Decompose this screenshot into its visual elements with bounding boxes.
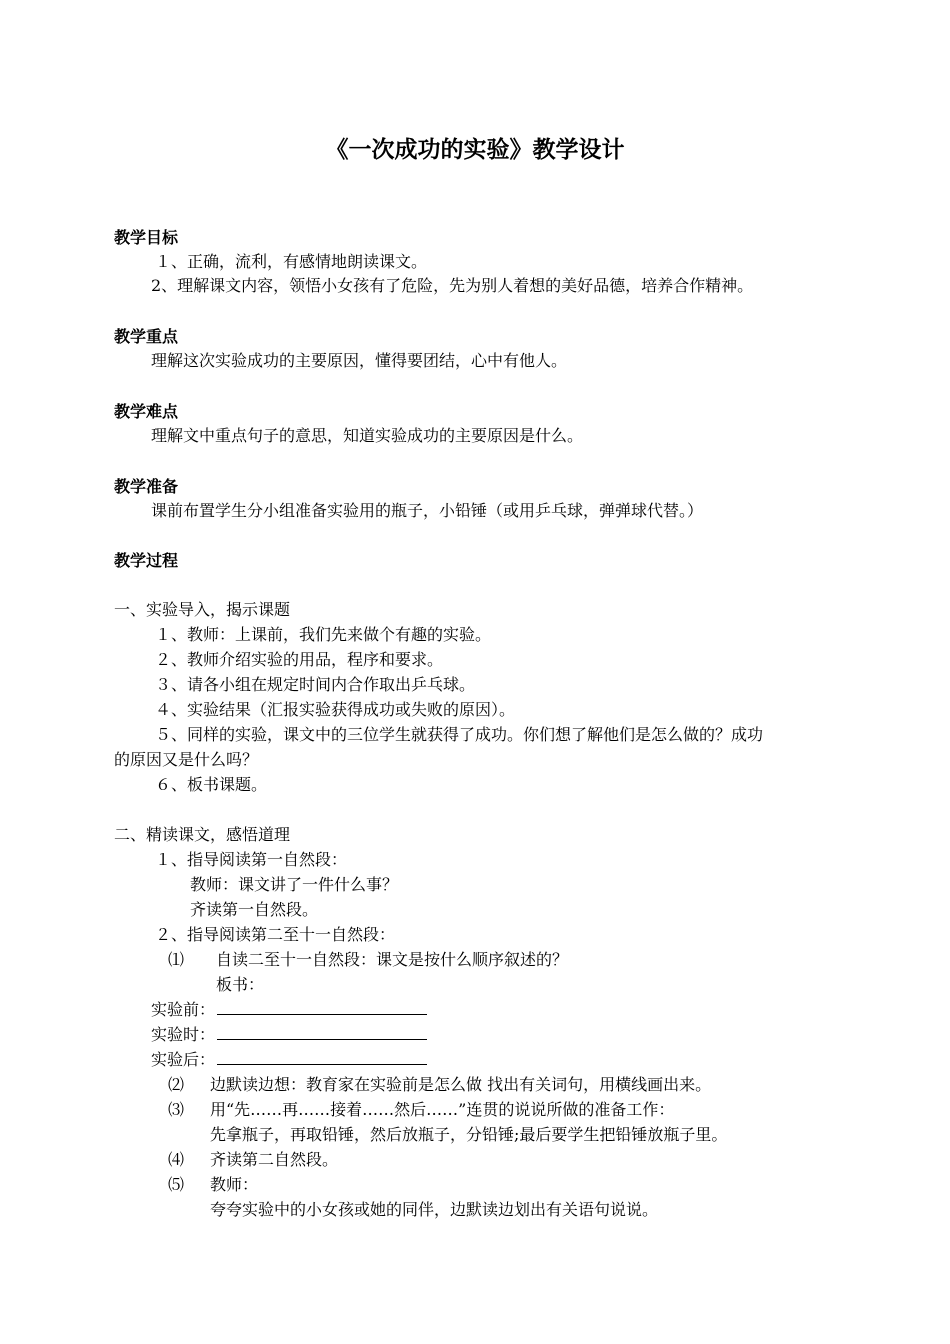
part2-item-1-read: 齐读第一自然段。 — [190, 900, 319, 919]
part1-item-1: １、教师：上课前，我们先来做个有趣的实验。 — [155, 625, 492, 644]
part2-item-2: ２、指导阅读第二至十一自然段： — [155, 925, 396, 944]
part2-item-1-question: 教师：课文讲了一件什么事？ — [190, 875, 399, 894]
heading-difficulty: 教学难点 — [114, 402, 179, 421]
sub-item-2-number: ⑵ — [168, 1075, 185, 1094]
document-title: 《一次成功的实验》教学设计 — [325, 136, 625, 163]
part2-item-1: １、指导阅读第一自然段： — [155, 850, 348, 869]
goal-item-1: １、正确，流利，有感情地朗读课文。 — [155, 252, 428, 271]
difficulty-text: 理解文中重点句子的意思，知道实验成功的主要原因是什么。 — [151, 426, 584, 445]
sub-item-4-text: 齐读第二自然段。 — [210, 1150, 339, 1169]
blank-after-label: 实验后： — [151, 1050, 216, 1069]
part1-item-5: ５、同样的实验，课文中的三位学生就获得了成功。你们想了解他们是怎么做的？成功 — [155, 725, 764, 744]
heading-goals: 教学目标 — [114, 228, 179, 247]
sub-item-3-answer: 先拿瓶子，再取铅锤，然后放瓶子，分铅锤;最后要学生把铅锤放瓶子里。 — [210, 1125, 728, 1144]
blank-before — [151, 1000, 427, 1020]
sub-item-1-number: ⑴ — [168, 950, 185, 969]
sub-item-3 — [168, 1100, 674, 1120]
heading-process: 教学过程 — [114, 551, 179, 570]
part1-item-5-cont: 的原因又是什么吗？ — [114, 750, 259, 769]
focus-text: 理解这次实验成功的主要原因，懂得要团结，心中有他人。 — [151, 351, 568, 370]
sub-item-3-text: 用“先……再……接着……然后……”连贯的说说所做的准备工作： — [210, 1100, 675, 1119]
sub-item-2 — [168, 1075, 711, 1095]
blank-during-line — [217, 1025, 427, 1040]
heading-preparation: 教学准备 — [114, 477, 179, 496]
sub-item-3-number: ⑶ — [168, 1100, 185, 1119]
sub-item-5 — [168, 1175, 258, 1195]
blank-after-line — [217, 1050, 427, 1065]
blank-before-label: 实验前： — [151, 1000, 216, 1019]
blank-after — [151, 1050, 427, 1070]
sub-item-1 — [168, 950, 568, 970]
board-label: 板书： — [216, 975, 265, 994]
sub-item-5-text: 教师： — [210, 1175, 259, 1194]
sub-item-5-answer: 夸夸实验中的小女孩或她的同伴，边默读边划出有关语句说说。 — [210, 1200, 659, 1219]
part1-item-2: ２、教师介绍实验的用品，程序和要求。 — [155, 650, 444, 669]
part1-item-3: ３、请各小组在规定时间内合作取出乒乓球。 — [155, 675, 476, 694]
part2-heading: 二、精读课文，感悟道理 — [114, 825, 291, 844]
part1-heading: 一、实验导入，揭示课题 — [114, 600, 291, 619]
blank-before-line — [217, 1000, 427, 1015]
sub-item-4-number: ⑷ — [168, 1150, 185, 1169]
preparation-text: 课前布置学生分小组准备实验用的瓶子，小铅锤（或用乒乓球，弹弹球代替。） — [151, 501, 704, 520]
blank-during-label: 实验时： — [151, 1025, 216, 1044]
sub-item-2-text: 边默读边想：教育家在实验前是怎么做 找出有关词句，用横线画出来。 — [210, 1075, 712, 1094]
goal-item-2: 2、理解课文内容，领悟小女孩有了危险，先为别人着想的美好品德，培养合作精神。 — [151, 276, 754, 295]
part1-item-4: ４、实验结果（汇报实验获得成功或失败的原因）。 — [155, 700, 516, 719]
sub-item-4 — [168, 1150, 338, 1170]
blank-during — [151, 1025, 427, 1045]
heading-focus: 教学重点 — [114, 327, 179, 346]
part1-item-6: ６、板书课题。 — [155, 775, 268, 794]
sub-item-1-text: 自读二至十一自然段：课文是按什么顺序叙述的？ — [216, 950, 569, 969]
sub-item-5-number: ⑸ — [168, 1175, 185, 1194]
